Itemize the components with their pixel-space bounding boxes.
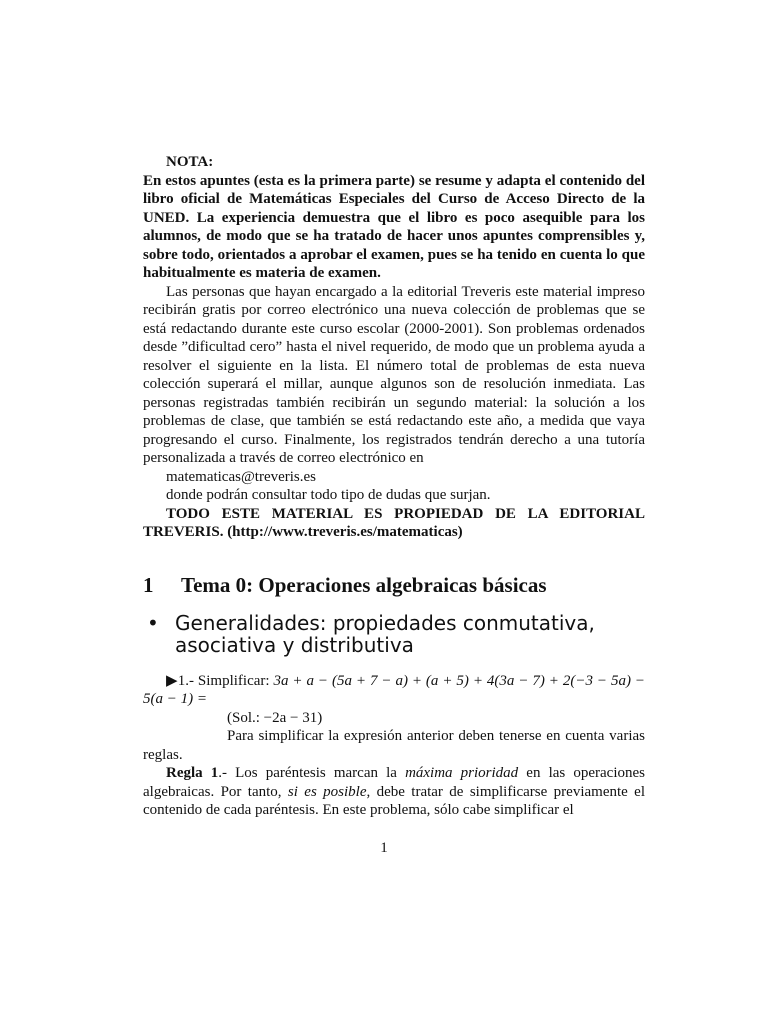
rule-label: Regla 1 <box>166 765 219 781</box>
rule-text-c: , debe tratar de simplificarse previamente el contenido de cada paréntesis. En este problema, sólo cabe simplificar el <box>143 783 645 818</box>
info-paragraph: Las personas que hayan encargado a la editorial Treveris este material impreso recibirán gratis por correo electrónico una nueva colección de problemas que se está redactando durante este curso escolar (2000-2001). Son problemas ordenados desde ”dificultad cero” hasta el nivel requerido, de modo que un problema ayuda a resolver el siguiente en la lista. El número total de problemas de esta nueva colección superará el millar, aunque algunos son de resolución inmediata. Las personas registradas también recibirán un segundo material: la solución a los problemas de clase, que también se está redactando este año, a medida que vaya progresando el curso. Finalmente, los registrados tendrán derecho a una tutoría personalizada a través de correo electrónico en <box>143 283 645 466</box>
copyright-notice: TODO ESTE MATERIAL ES PROPIEDAD DE LA EDITORIAL TREVERIS. (http://www.treveris.es/matematicas) <box>143 505 645 540</box>
rule-paragraph <box>143 764 645 820</box>
problem-statement <box>143 672 645 709</box>
contact-email[interactable]: matematicas@treveris.es <box>166 468 316 485</box>
bullet-dot-icon: • <box>147 610 159 635</box>
rule-emphasis-a: máxima prioridad <box>405 765 519 781</box>
rule-text-b: en las operaciones algebraicas. Por tanto, <box>143 765 645 800</box>
section-title: Tema 0: Operaciones algebraicas básicas <box>181 572 547 597</box>
page-number: 1 <box>380 840 388 856</box>
section-heading <box>143 572 645 598</box>
note-heading: NOTA: <box>166 154 214 170</box>
bullet-text: Generalidades: propiedades conmutativa, asociativa y distributiva <box>175 610 595 657</box>
rule-text-a: .- Los paréntesis marcan la <box>218 765 406 781</box>
problem-expression: 3a + a − (5a + 7 − a) + (a + 5) + 4(3a − 7) + 2(−3 − 5a) − 5(a − 1) = <box>143 672 646 707</box>
section-number: 1 <box>143 572 154 597</box>
rule-emphasis-b: si es posible <box>287 783 367 800</box>
note-body: En estos apuntes (esta es la primera parte) se resume y adapta el contenido del libro oficial de Matemáticas Especiales del Curso de Acceso Directo de la UNED. La experiencia demuestra que el libro es poco asequible para los alumnos, de modo que se ha tratado de hacer unos apuntes comprensibles y, sobre todo, orientados a aprobar el examen, pues se ha tenido en cuenta lo que habitualmente es materia de examen. <box>143 172 645 281</box>
problem-explanation: Para simplificar la expresión anterior deben tenerse en cuenta varias reglas. <box>143 728 645 763</box>
problem-solution: (Sol.: −2a − 31) <box>227 709 323 726</box>
bullet-item <box>143 612 645 656</box>
problem-marker: ▶1.- Simplificar: <box>166 672 270 689</box>
email-followup: donde podrán consultar todo tipo de dudas que surjan. <box>166 487 491 503</box>
content-column <box>143 153 645 820</box>
